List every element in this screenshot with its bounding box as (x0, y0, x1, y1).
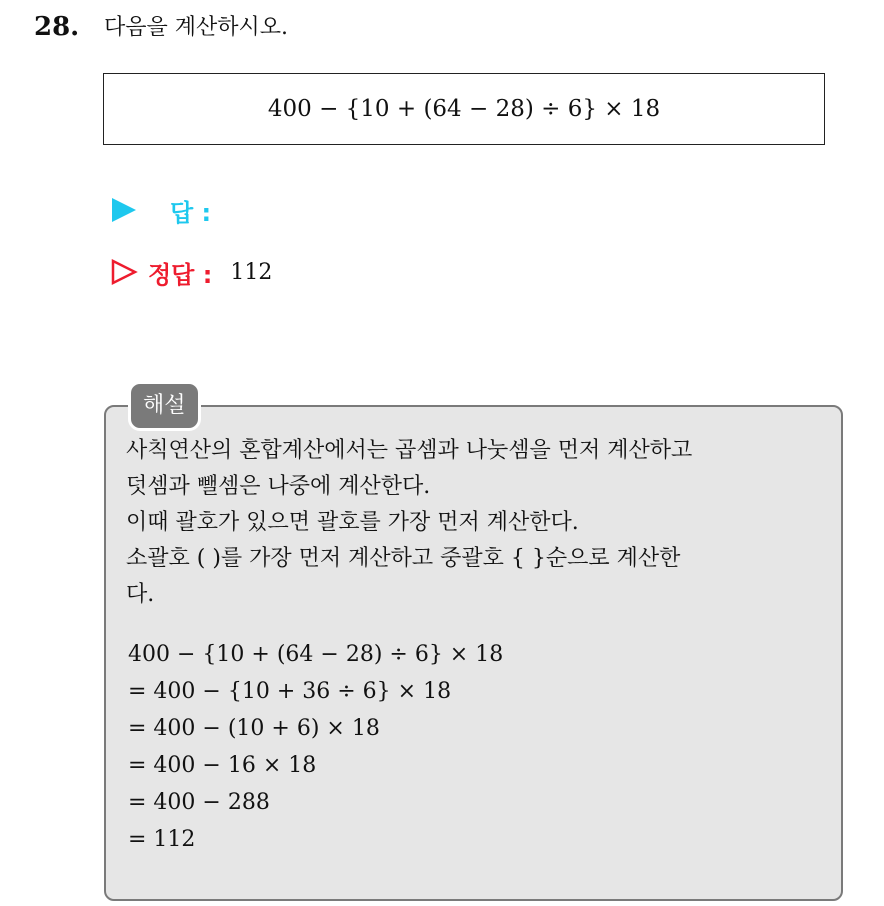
explanation-line: 소괄호 ( )를 가장 먼저 계산하고 중괄호 { }순으로 계산한 (126, 546, 681, 571)
explanation-line: 덧셈과 뺄셈은 나중에 계산한다. (126, 474, 431, 499)
outline-triangle-icon (110, 258, 138, 286)
explanation-line: 이때 괄호가 있으면 괄호를 가장 먼저 계산한다. (126, 510, 579, 535)
correct-answer-row (110, 255, 272, 289)
question-prompt: 다음을 계산하시오. (104, 15, 289, 40)
explanation-line: 사칙연산의 혼합계산에서는 곱셈과 나눗셈을 먼저 계산하고 (126, 438, 693, 463)
answer-row (112, 193, 211, 227)
solution-explanation (126, 433, 831, 613)
question-number: 28. (34, 12, 80, 42)
correct-answer-value: 112 (230, 259, 273, 285)
expression-box (103, 73, 825, 145)
calculation-step: = 112 (128, 827, 196, 852)
expression: 400 − {10 + (64 − 28) ÷ 6} × 18 (267, 96, 661, 122)
correct-answer-label: 정답 : (148, 260, 213, 289)
calculation-steps (128, 636, 503, 858)
explanation-line: 다. (126, 582, 155, 607)
calculation-step: = 400 − 288 (128, 790, 270, 815)
calculation-step: 400 − {10 + (64 − 28) ÷ 6} × 18 (128, 642, 504, 667)
calculation-step: = 400 − {10 + 36 ÷ 6} × 18 (128, 679, 452, 704)
calculation-step: = 400 − 16 × 18 (128, 753, 317, 778)
answer-label: 답 : (170, 198, 212, 227)
calculation-step: = 400 − (10 + 6) × 18 (128, 716, 380, 741)
solution-tag: 해설 (128, 381, 201, 431)
filled-triangle-icon (112, 198, 136, 222)
